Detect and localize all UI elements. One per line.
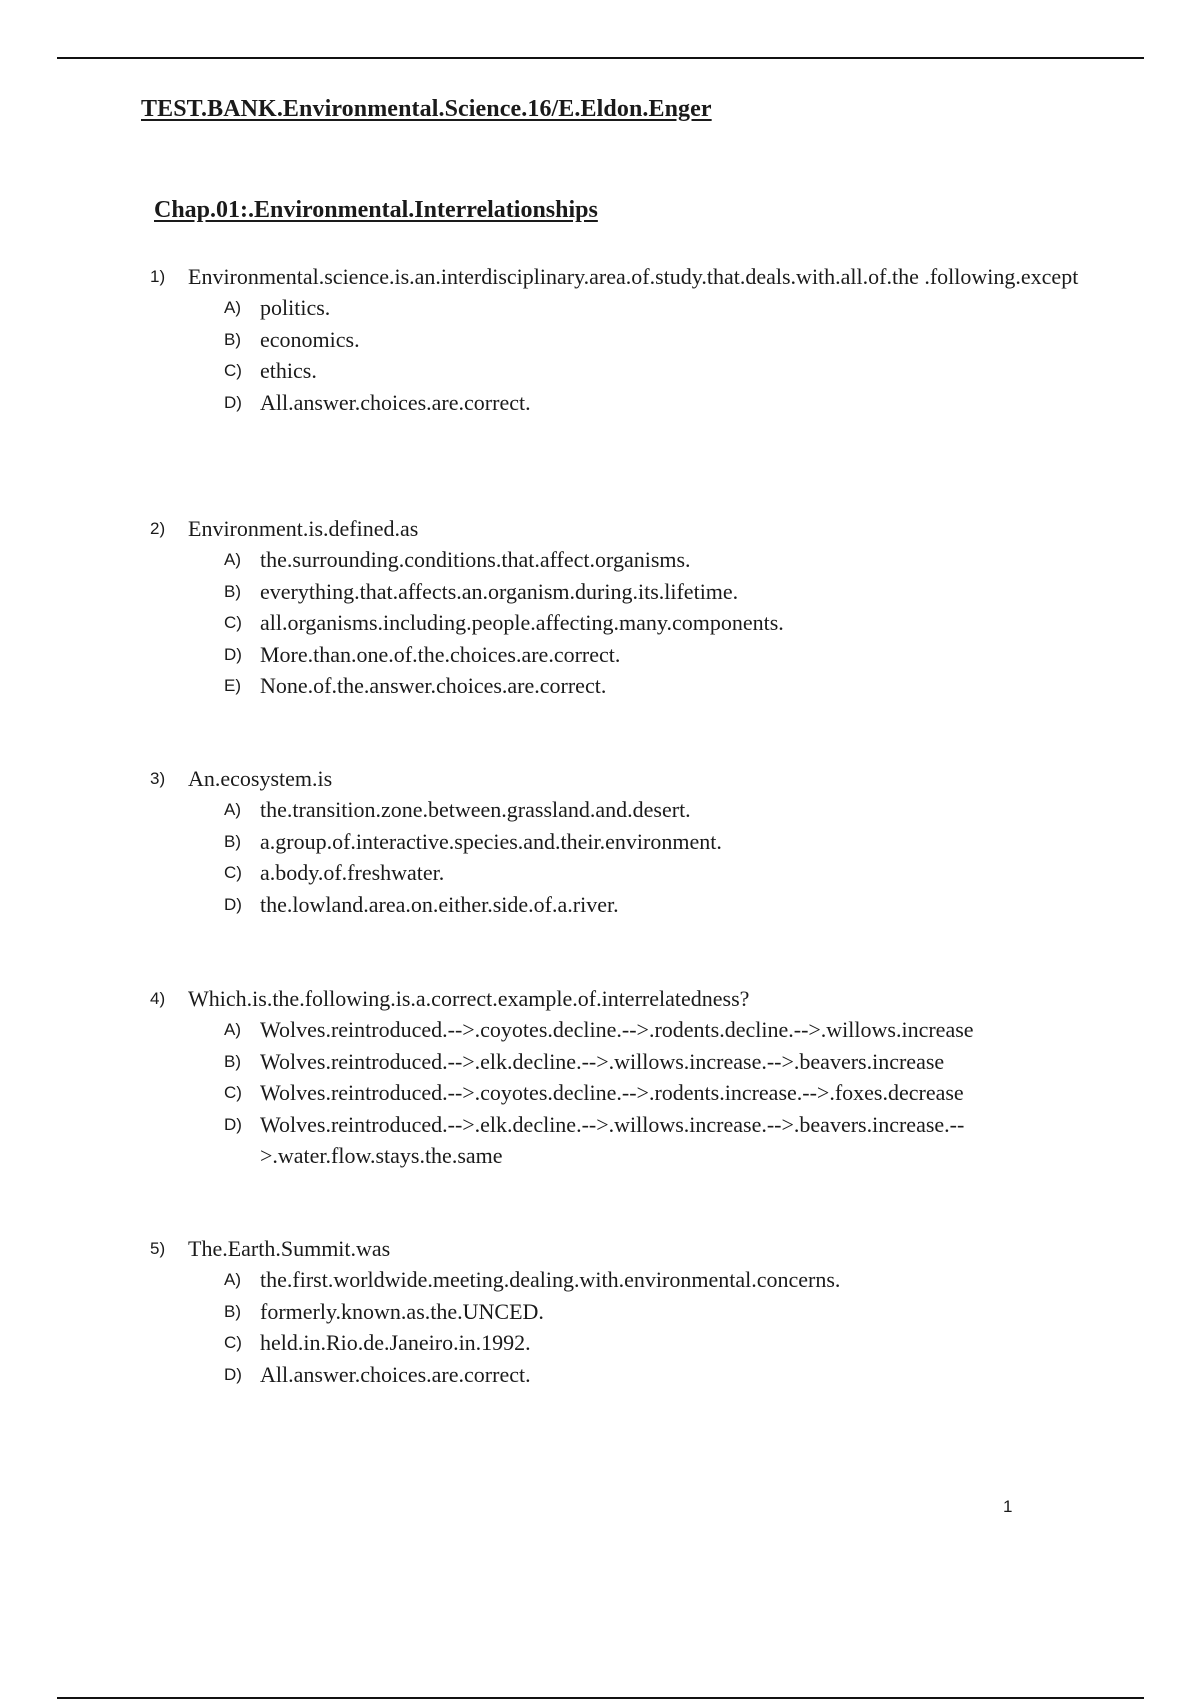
question-text: Environment.is.defined.as: [188, 516, 419, 541]
question-5: [150, 1233, 1090, 1390]
choice-text: Wolves.reintroduced.-->.coyotes.decline.-->.rodents.decline.-->.willows.increase: [260, 1017, 974, 1042]
answer-choices: [150, 1264, 1090, 1390]
choice-text: ethics.: [260, 358, 317, 383]
choice-text: All.answer.choices.are.correct.: [260, 389, 531, 415]
answer-choice: [224, 670, 1090, 702]
choice-text: politics.: [260, 295, 331, 320]
choice-letter: D): [224, 1114, 242, 1134]
answer-choice: [224, 639, 1090, 671]
document-title: TEST.BANK.Environmental.Science.16/E.Eldon.Enger: [141, 96, 712, 122]
choice-text: the.first.worldwide.meeting.dealing.with.environmental.concerns.: [260, 1267, 841, 1292]
choice-letter: B): [224, 581, 241, 601]
question-stem: [150, 763, 1090, 794]
question-text: The.Earth.Summit.was: [188, 1236, 391, 1261]
choice-letter: D): [224, 894, 242, 914]
question-2: [150, 513, 1090, 702]
choice-text: economics.: [260, 326, 360, 352]
choice-letter: D): [224, 1364, 242, 1384]
answer-choice: [224, 576, 1090, 608]
answer-choice: [224, 387, 1090, 419]
answer-choice: [224, 1014, 1090, 1046]
answer-choice: [224, 1296, 1090, 1328]
choice-text: More.than.one.of.the.choices.are.correct.: [260, 641, 621, 667]
answer-choices: [150, 292, 1090, 418]
choice-text: the.lowland.area.on.either.side.of.a.river.: [260, 891, 619, 917]
choice-letter: B): [224, 831, 241, 851]
choice-text: All.answer.choices.are.correct.: [260, 1361, 531, 1387]
answer-choice: [224, 1327, 1090, 1359]
choice-letter: A): [224, 1020, 241, 1039]
answer-choice: [224, 1359, 1090, 1391]
choice-letter: D): [224, 644, 242, 664]
question-stem: [150, 261, 1090, 292]
answer-choices: [150, 794, 1090, 920]
answer-choices: [150, 544, 1090, 702]
choice-text: the.surrounding.conditions.that.affect.organisms.: [260, 547, 691, 572]
chapter-title: Chap.01:.Environmental.Interrelationships: [154, 197, 598, 223]
choice-text: None.of.the.answer.choices.are.correct.: [260, 673, 607, 698]
question-stem: [150, 1233, 1090, 1264]
question-text: Which.is.the.following.is.a.correct.example.of.interrelatedness?: [188, 986, 750, 1011]
choice-letter: C): [224, 1333, 242, 1352]
question-text: Environmental.science.is.an.interdisciplinary.area.of.study.that.deals.with.all.of.the .following.except: [188, 264, 1079, 289]
question-text: An.ecosystem.is: [188, 766, 333, 791]
top-rule: [57, 57, 1144, 59]
choice-text: held.in.Rio.de.Janeiro.in.1992.: [260, 1330, 531, 1355]
choice-text: Wolves.reintroduced.-->.elk.decline.-->.willows.increase.-->.beavers.increase.-->.water.flow.stays.the.same: [260, 1111, 965, 1168]
answer-choice: [224, 857, 1090, 889]
choice-text: Wolves.reintroduced.-->.coyotes.decline.-->.rodents.increase.-->.foxes.decrease: [260, 1080, 964, 1105]
choice-letter: C): [224, 863, 242, 882]
answer-choice: [224, 544, 1090, 576]
question-number: 1): [150, 267, 166, 286]
choice-letter: B): [224, 1301, 241, 1321]
choice-text: a.group.of.interactive.species.and.their.environment.: [260, 828, 722, 854]
choice-text: a.body.of.freshwater.: [260, 860, 445, 885]
question-number: 3): [150, 769, 166, 788]
answer-choice: [224, 355, 1090, 387]
choice-letter: C): [224, 1083, 242, 1102]
choice-letter: A): [224, 1270, 241, 1289]
choice-letter: A): [224, 298, 241, 317]
choice-letter: D): [224, 392, 242, 412]
page-number: 1: [1003, 1497, 1013, 1516]
question-number: 2): [150, 519, 166, 538]
choice-letter: A): [224, 550, 241, 569]
answer-choice: [224, 1264, 1090, 1296]
answer-choice: [224, 1046, 1090, 1078]
choice-letter: E): [224, 676, 241, 695]
answer-choice: [224, 826, 1090, 858]
choice-text: formerly.known.as.the.UNCED.: [260, 1298, 544, 1324]
question-stem: [150, 983, 1090, 1014]
answer-choices: [150, 1014, 1090, 1172]
choice-letter: C): [224, 613, 242, 632]
answer-choice: [224, 607, 1090, 639]
choice-letter: B): [224, 329, 241, 349]
question-number: 5): [150, 1239, 166, 1258]
choice-text: everything.that.affects.an.organism.during.its.lifetime.: [260, 578, 739, 604]
answer-choice: [224, 324, 1090, 356]
answer-choice: [224, 1077, 1090, 1109]
question-1: [150, 261, 1090, 418]
question-number: 4): [150, 989, 166, 1008]
answer-choice: [224, 794, 1090, 826]
answer-choice: [224, 292, 1090, 324]
question-4: [150, 983, 1090, 1172]
choice-text: the.transition.zone.between.grassland.and.desert.: [260, 797, 691, 822]
answer-choice: [224, 1109, 1090, 1172]
question-3: [150, 763, 1090, 920]
bottom-rule: [57, 1697, 1144, 1699]
answer-choice: [224, 889, 1090, 921]
choice-letter: A): [224, 800, 241, 819]
choice-text: all.organisms.including.people.affecting.many.components.: [260, 610, 784, 635]
choice-letter: B): [224, 1051, 241, 1071]
choice-text: Wolves.reintroduced.-->.elk.decline.-->.willows.increase.-->.beavers.increase: [260, 1048, 945, 1074]
question-stem: [150, 513, 1090, 544]
choice-letter: C): [224, 361, 242, 380]
